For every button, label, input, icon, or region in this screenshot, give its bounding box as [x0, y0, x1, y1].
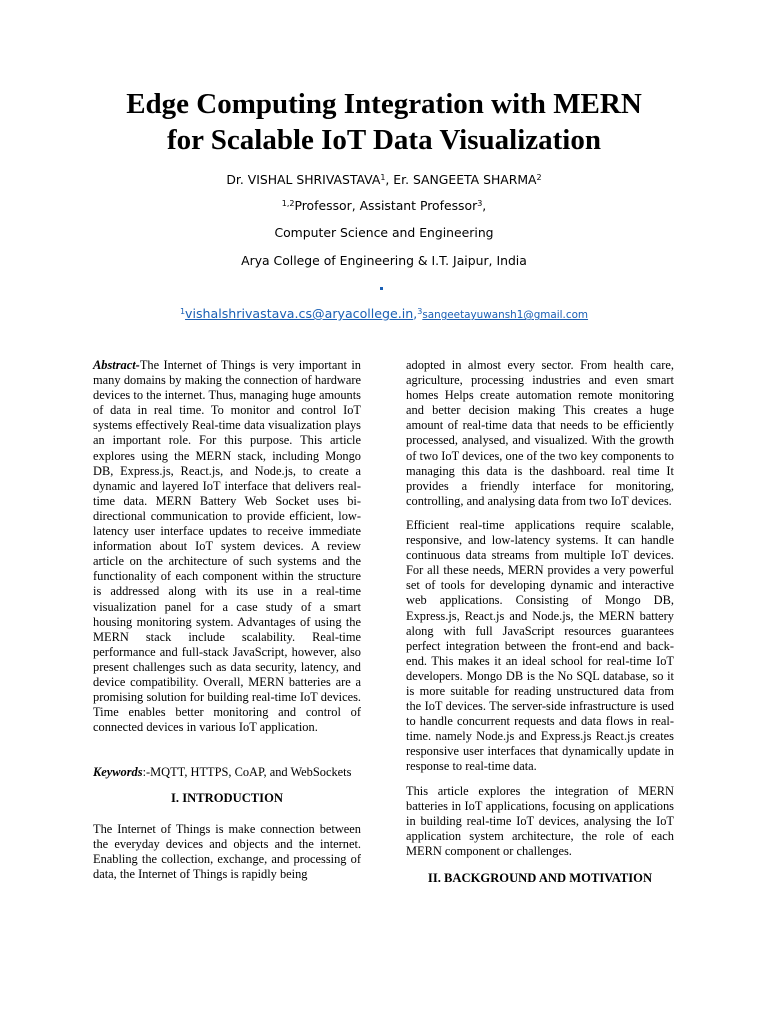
abstract-paragraph	[93, 358, 361, 735]
left-column	[93, 358, 361, 882]
intro-paragraph-1-part-2: adopted in almost every sector. From health care, agriculture, processing industries and even smart homes Helps create automation remote monitoring and better decision making This creates a huge amount of real-time data that needs to be efficiently processed, analysed, and visualized. With the growth of two IoT devices, one of the two key components to managing this data is the dashboard. real time It provides a friendly interface for monitoring, controlling, and analysing data from two IoT devices.	[406, 358, 674, 508]
roles-sup-prefix: 1,2	[281, 199, 295, 208]
email-2-link[interactable]: sangeetayuwansh1@gmail.com	[422, 309, 589, 321]
intro-paragraph-2: Efficient real-time applications require scalable, responsive, and low-latency systems. It can handle continuous data streams from multiple IoT devices. For all these needs, MERN provides a very powerful set of tools for developing dynamic and interactive web applications. Consisting of Mongo DB, Express.js, React.js and Node.js, the MERN battery along with full JavaScript resources guarantees perfect integration between the front-end and back-end. This makes it an ideal school for real-time IoT developers. Mongo DB is the No SQL database, so it is more suitable for reading unstructured data from the IoT devices. The server-side infrastructure is used to handle concurrent requests and data flows in real-time. namely Node.js and Express.js React.js creates responsive user interfaces that dynamically update in response to real-time data.	[406, 517, 674, 774]
author-line	[60, 172, 708, 188]
bullet-mark	[380, 287, 383, 290]
roles-trail: ,	[482, 198, 487, 213]
author-1: Dr. VISHAL SHRIVASTAVA	[226, 172, 381, 187]
abstract-label: Abstract-	[93, 358, 140, 372]
author-1-affiliation: 1	[380, 173, 386, 182]
intro-paragraph-1-part-1: The Internet of Things is make connection between the everyday devices and objects and the internet. Enabling the collection, exchange, and processing of data, the Internet of Things is rapidly being	[93, 821, 361, 881]
right-column	[406, 358, 674, 886]
intro-paragraph-3: This article explores the integration of MERN batteries in IoT applications, focusing on applications in building real-time IoT devices, analysing the IoT application system architecture, the role of each MERN component or challenges.	[406, 783, 674, 858]
keywords-paragraph	[93, 765, 361, 780]
paper-title-line1: Edge Computing Integration with MERN	[126, 88, 642, 120]
section-heading-introduction: I. INTRODUCTION	[171, 791, 283, 806]
roles-text: Professor, Assistant Professor	[294, 198, 478, 213]
email-line	[60, 306, 708, 323]
section-heading-background: II. BACKGROUND AND MOTIVATION	[427, 871, 653, 885]
email-separator: ,	[413, 306, 418, 321]
roles-line	[60, 198, 708, 214]
email-2-sup: 3	[417, 307, 423, 316]
paper-title-line2: for Scalable IoT Data Visualization	[167, 124, 601, 156]
roles-sup-suffix: 3	[477, 199, 483, 208]
author-2: Er. SANGEETA SHARMA	[393, 172, 537, 187]
email-1-link[interactable]: vishalshrivastava.cs@aryacollege.in	[185, 306, 414, 321]
author-separator: ,	[385, 172, 394, 187]
keywords-text: :-MQTT, HTTPS, CoAP, and WebSockets	[142, 765, 352, 780]
keywords-label: Keywords	[93, 765, 143, 780]
author-2-affiliation: 2	[536, 173, 542, 182]
paper-title	[60, 86, 708, 158]
abstract-text: The Internet of Things is very important in many domains by making the connection of hardware devices to the internet. Thus, managing huge amounts of data in real time. To monitor and control IoT systems effectively Real-time data visualization plays an important role. For this purpose. This article explores using the MERN stack, including Mongo DB, Express.js, React.js, and Node.js, to create a dynamic and layered IoT interface that delivers real-time data. MERN Battery Web Socket uses bi-directional communication to provide efficient, low-latency user interface updates to receive immediate information about IoT system devices. A review article on the architecture of such systems and the functionality of each component within the structure is addressed along with its use in a real-time visualization panel for a case study of a smart housing monitoring system. Advantages of using the MERN stack include scalability. Real-time performance and full-stack JavaScript, however, also present challenges such as data security, latency, and device compatibility. Overall, MERN batteries are a promising solution for building real-time IoT devices. Time enables better monitoring and control of connected devices in various IoT application.	[93, 358, 361, 735]
institution: Arya College of Engineering & I.T. Jaipur, India	[241, 253, 527, 268]
email-1-sup: 1	[179, 307, 186, 316]
department: Computer Science and Engineering	[274, 225, 494, 240]
